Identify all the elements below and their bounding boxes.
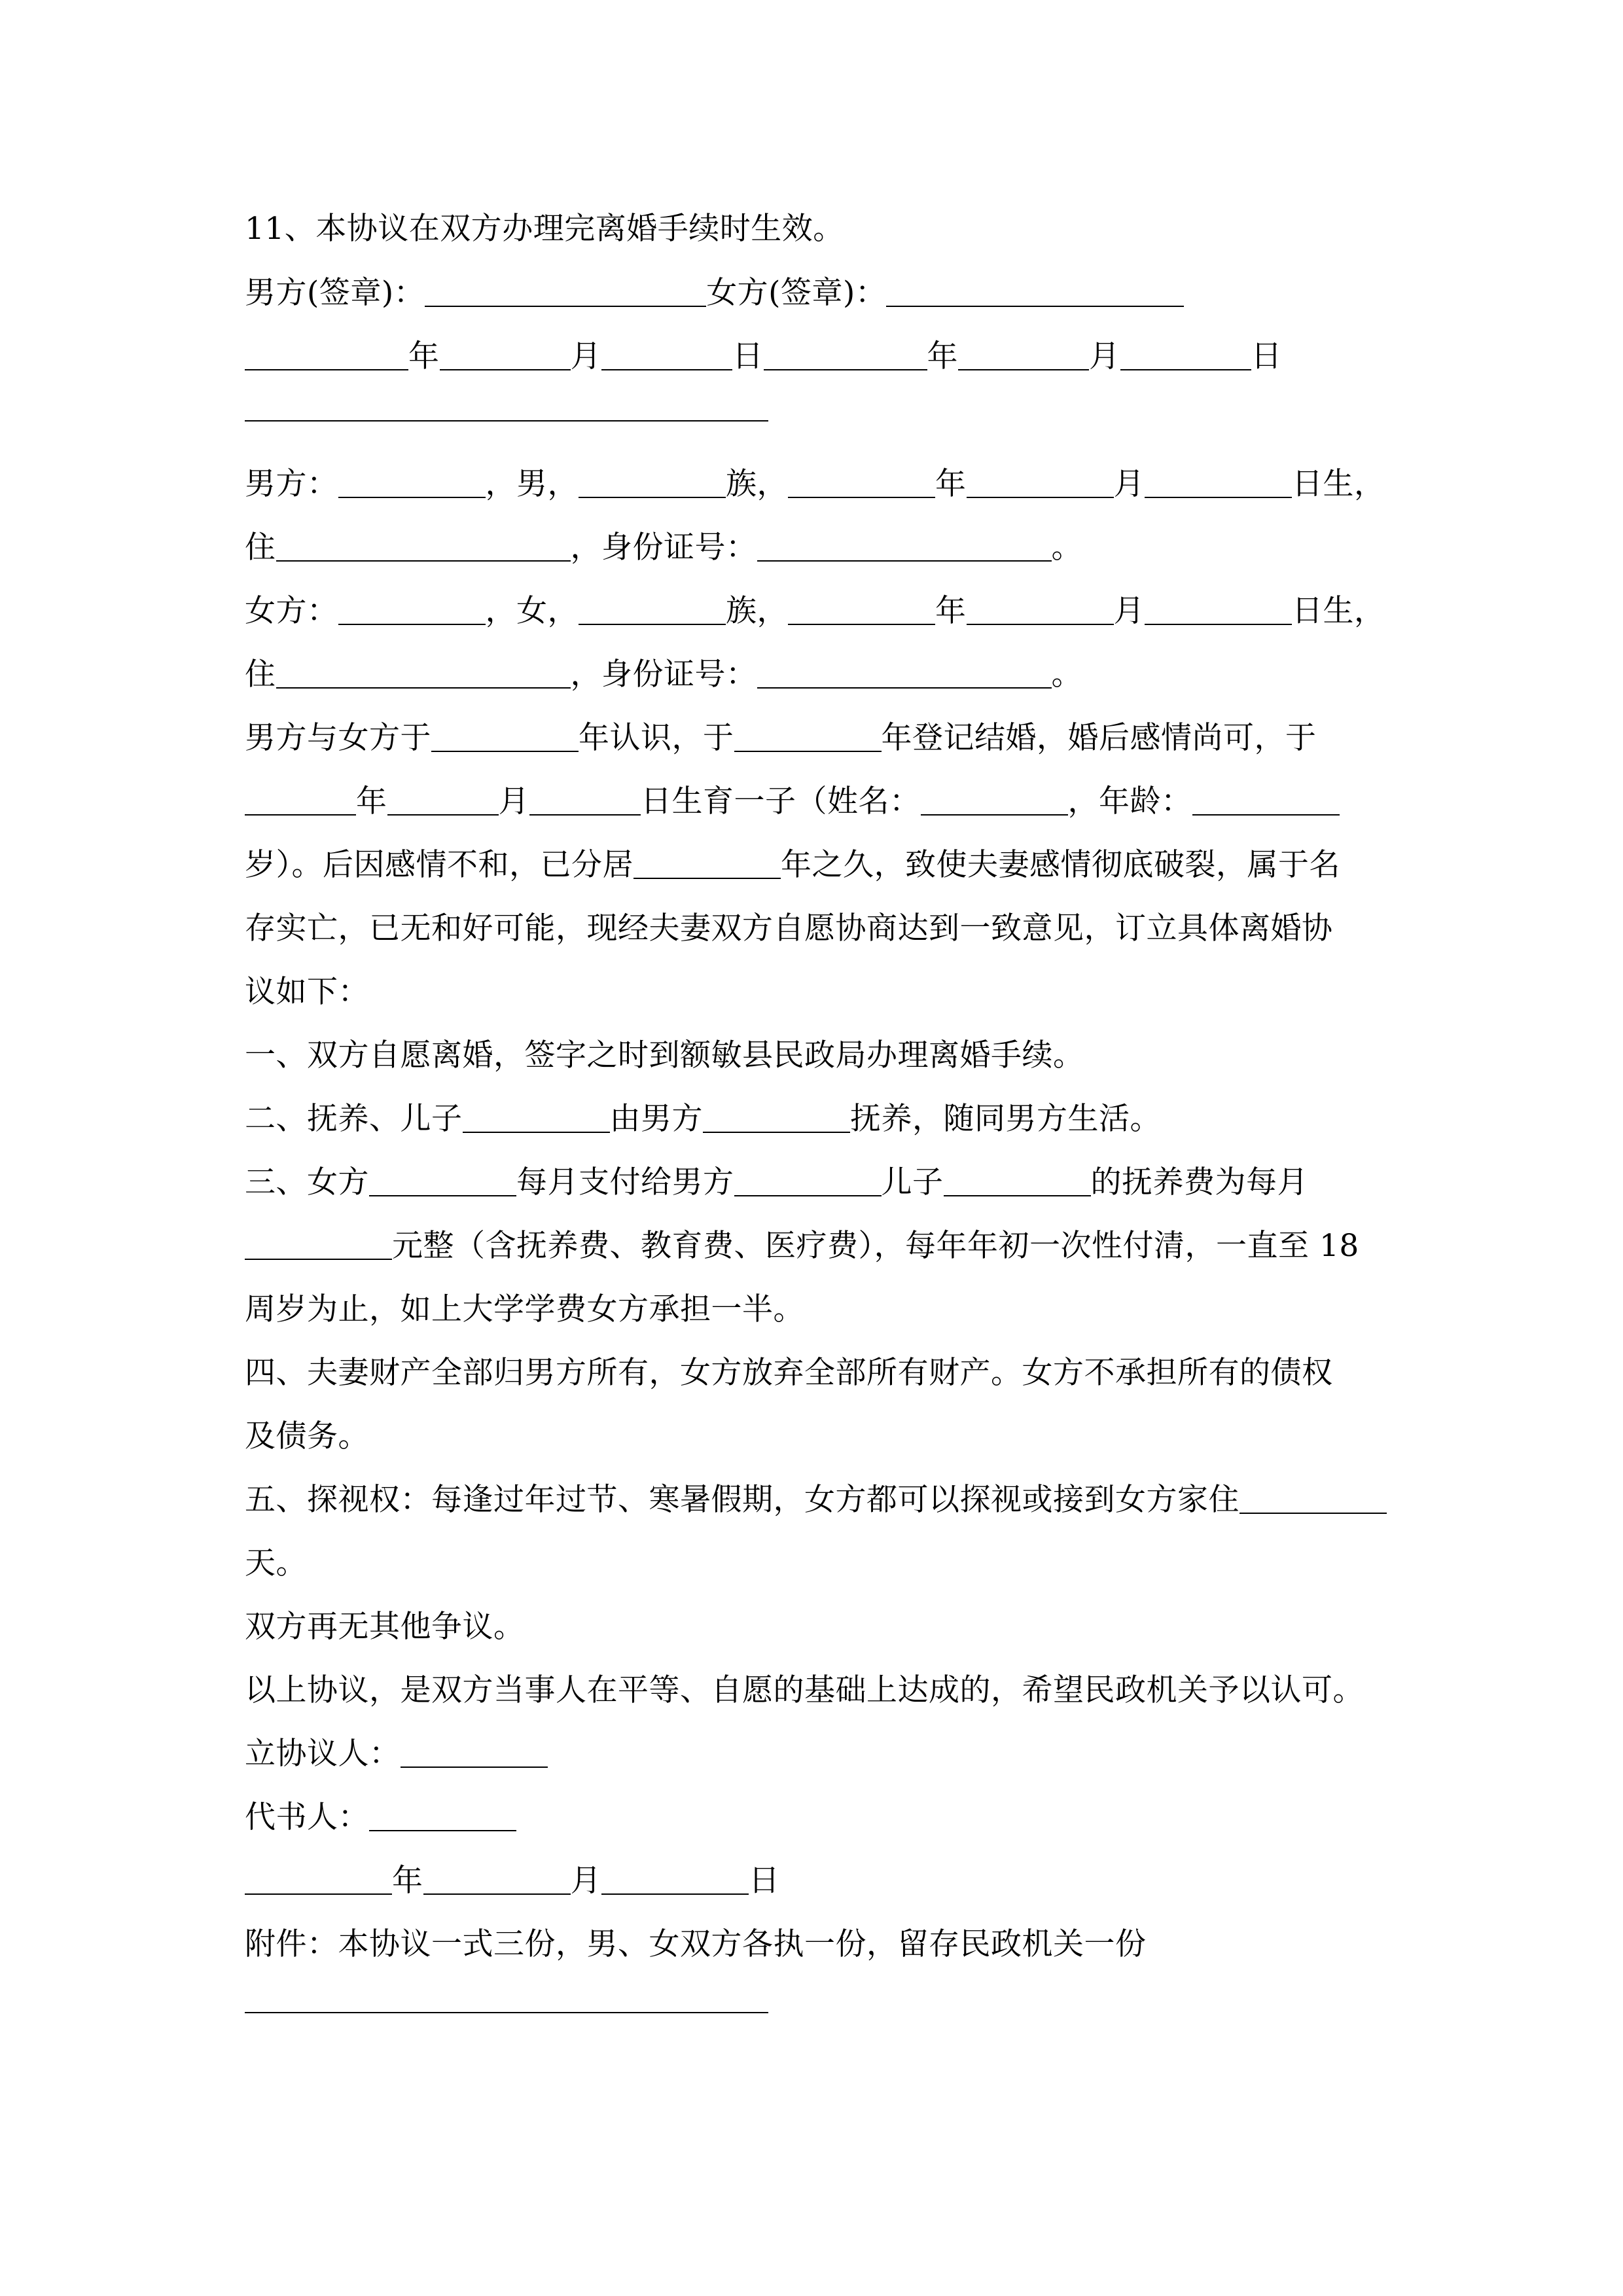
female-address-field[interactable] bbox=[276, 660, 571, 689]
male-address-line bbox=[245, 528, 1082, 567]
marriage-text-c: 年登记结婚，婚后感情尚可，于 bbox=[881, 720, 1317, 756]
visit-days-field[interactable] bbox=[1240, 1485, 1387, 1514]
clause-2 bbox=[245, 1100, 1161, 1139]
male-birth-day-field[interactable] bbox=[1145, 469, 1292, 498]
signature-date-line bbox=[245, 337, 1282, 376]
paragraph-line bbox=[245, 1290, 804, 1329]
final-month-field[interactable] bbox=[423, 1866, 571, 1895]
met-year-field[interactable] bbox=[431, 723, 579, 752]
day-label: 日 bbox=[732, 338, 764, 374]
clause-3 bbox=[245, 1163, 1308, 1202]
male-label: 男方： bbox=[245, 466, 338, 502]
day-label: 日 bbox=[749, 1863, 780, 1899]
clause-2-text-b: 由男方 bbox=[609, 1101, 703, 1137]
month-label: 月 bbox=[570, 338, 601, 374]
clause-3-cont-text: 元整（含抚养费、教育费、医疗费），每年年初一次性付清，一直至 18 bbox=[392, 1228, 1359, 1264]
female-month-field[interactable] bbox=[958, 342, 1089, 370]
marriage-text-b: 年认识，于 bbox=[579, 720, 734, 756]
clause-3-cont bbox=[245, 1227, 1359, 1266]
female-birth-month-field[interactable] bbox=[967, 596, 1114, 625]
male-gender-text: ，男， bbox=[485, 466, 579, 502]
period: 。 bbox=[1051, 529, 1082, 565]
female-day-field[interactable] bbox=[1120, 342, 1251, 370]
separator-line bbox=[245, 420, 768, 422]
clause-1-text: 一、双方自愿离婚，签字之时到额敏县民政局办理离婚手续。 bbox=[245, 1037, 1084, 1073]
final-date-line bbox=[245, 1861, 780, 1901]
year-label: 年 bbox=[408, 338, 440, 374]
clause-5 bbox=[245, 1480, 1387, 1520]
paragraph-text: 周岁为止，如上大学学费女方承担一半。 bbox=[245, 1291, 804, 1327]
male-birth-month-field[interactable] bbox=[967, 469, 1114, 498]
year-label: 年 bbox=[935, 593, 967, 629]
paragraph-line bbox=[245, 909, 1333, 948]
male-ethnic-field[interactable] bbox=[579, 469, 726, 498]
month-label: 月 bbox=[1113, 466, 1145, 502]
paragraph-line bbox=[245, 973, 369, 1012]
period: 。 bbox=[1051, 656, 1082, 692]
clause-4 bbox=[245, 1354, 1333, 1393]
male-info-line bbox=[245, 465, 1385, 504]
parties-field[interactable] bbox=[401, 1739, 548, 1768]
clause-2-text-a: 二、抚养、儿子 bbox=[245, 1101, 463, 1137]
female-signature-label: 女方(签章)： bbox=[706, 275, 887, 311]
child-birth-year-field[interactable] bbox=[245, 787, 356, 816]
male-day-field[interactable] bbox=[601, 342, 732, 370]
address-label: 住 bbox=[245, 529, 276, 565]
final-year-field[interactable] bbox=[245, 1866, 392, 1895]
clause-3-text-b: 每月支付给男方 bbox=[516, 1164, 734, 1200]
marriage-history-line bbox=[245, 719, 1317, 758]
year-label: 年 bbox=[392, 1863, 423, 1899]
clause-4-text: 四、夫妻财产全部归男方所有，女方放弃全部所有财产。女方不承担所有的债权 bbox=[245, 1355, 1333, 1391]
signature-line bbox=[245, 274, 1184, 313]
scribe-line bbox=[245, 1798, 516, 1837]
paragraph-line bbox=[245, 1671, 1364, 1710]
male-birth-year-field[interactable] bbox=[788, 469, 935, 498]
id-label: ，身份证号： bbox=[570, 529, 757, 565]
paragraph-text: 存实亡，已无和好可能，现经夫妻双方自愿协商达到一致意见，订立具体离婚协 bbox=[245, 910, 1333, 946]
child-text-a: 日生育一子（姓名： bbox=[641, 783, 921, 819]
month-label: 月 bbox=[498, 783, 529, 819]
paragraph-line bbox=[245, 1607, 525, 1647]
born-label: 日生， bbox=[1292, 593, 1385, 629]
child-age-label: ，年龄： bbox=[1067, 783, 1192, 819]
female-label: 女方： bbox=[245, 593, 338, 629]
parties-line bbox=[245, 1734, 548, 1774]
payer-field[interactable] bbox=[369, 1168, 516, 1196]
son-name-field[interactable] bbox=[463, 1104, 610, 1133]
female-signature-field[interactable] bbox=[886, 278, 1184, 307]
paragraph-text: 及债务。 bbox=[245, 1418, 369, 1454]
female-birth-day-field[interactable] bbox=[1145, 596, 1292, 625]
paragraph-text: 以上协议，是双方当事人在平等、自愿的基础上达成的，希望民政机关予以认可。 bbox=[245, 1672, 1364, 1708]
separation-text-b: 年之久，致使夫妻感情彻底破裂，属于名 bbox=[781, 847, 1340, 883]
address-label: 住 bbox=[245, 656, 276, 692]
female-info-line bbox=[245, 592, 1385, 631]
scribe-label: 代书人： bbox=[245, 1799, 369, 1835]
custodian-field[interactable] bbox=[703, 1104, 850, 1133]
separator-line bbox=[245, 2012, 768, 2013]
month-label: 月 bbox=[1113, 593, 1145, 629]
male-address-field[interactable] bbox=[276, 533, 571, 562]
female-name-field[interactable] bbox=[338, 596, 486, 625]
scribe-field[interactable] bbox=[369, 1803, 516, 1831]
clause-3-text-a: 三、女方 bbox=[245, 1164, 369, 1200]
payee-field[interactable] bbox=[734, 1168, 882, 1196]
child-birth-month-field[interactable] bbox=[387, 787, 499, 816]
marriage-text-a: 男方与女方于 bbox=[245, 720, 431, 756]
parties-label: 立协议人： bbox=[245, 1736, 401, 1772]
paragraph-line bbox=[245, 1544, 307, 1583]
female-year-field[interactable] bbox=[764, 342, 927, 370]
male-signature-field[interactable] bbox=[425, 278, 706, 307]
male-month-field[interactable] bbox=[440, 342, 571, 370]
child-name-field[interactable] bbox=[921, 787, 1068, 816]
female-address-line bbox=[245, 655, 1082, 694]
paragraph-text: 双方再无其他争议。 bbox=[245, 1609, 525, 1645]
clause-11-text: 11、本协议在双方办理完离婚手续时生效。 bbox=[245, 211, 844, 247]
born-label: 日生， bbox=[1292, 466, 1385, 502]
year-label: 年 bbox=[927, 338, 958, 374]
child-age-field[interactable] bbox=[1192, 787, 1340, 816]
clause-11 bbox=[245, 209, 844, 249]
paragraph-text: 议如下： bbox=[245, 974, 369, 1010]
id-label: ，身份证号： bbox=[570, 656, 757, 692]
child-birth-day-field[interactable] bbox=[529, 787, 641, 816]
female-id-field[interactable] bbox=[757, 660, 1052, 689]
female-birth-year-field[interactable] bbox=[788, 596, 935, 625]
attachment-text: 附件：本协议一式三份，男、女双方各执一份，留存民政机关一份 bbox=[245, 1926, 1147, 1962]
male-name-field[interactable] bbox=[338, 469, 486, 498]
clause-5-text: 五、探视权：每逢过年过节、寒暑假期，女方都可以探视或接到女方家住 bbox=[245, 1482, 1240, 1518]
paragraph-line bbox=[245, 1417, 369, 1456]
month-label: 月 bbox=[570, 1863, 601, 1899]
married-year-field[interactable] bbox=[734, 723, 882, 752]
male-year-field[interactable] bbox=[245, 342, 408, 370]
child-birth-line bbox=[245, 782, 1340, 821]
final-day-field[interactable] bbox=[601, 1866, 749, 1895]
separation-text-a: 岁）。后因感情不和，已分居 bbox=[245, 847, 633, 883]
year-label: 年 bbox=[935, 466, 967, 502]
male-id-field[interactable] bbox=[757, 533, 1052, 562]
monthly-amount-field[interactable] bbox=[245, 1231, 392, 1260]
female-gender-text: ，女， bbox=[485, 593, 579, 629]
child-field[interactable] bbox=[944, 1168, 1091, 1196]
ethnic-label: 族， bbox=[726, 466, 788, 502]
month-label: 月 bbox=[1089, 338, 1120, 374]
separation-line bbox=[245, 846, 1340, 885]
ethnic-label: 族， bbox=[726, 593, 788, 629]
paragraph-text: 天。 bbox=[245, 1545, 307, 1581]
clause-3-text-c: 儿子 bbox=[881, 1164, 944, 1200]
clause-3-text-d: 的抚养费为每月 bbox=[1090, 1164, 1308, 1200]
male-signature-label: 男方(签章)： bbox=[245, 275, 425, 311]
year-label: 年 bbox=[356, 783, 387, 819]
clause-2-text-c: 抚养，随同男方生活。 bbox=[850, 1101, 1161, 1137]
clause-1 bbox=[245, 1036, 1084, 1075]
day-label: 日 bbox=[1251, 338, 1282, 374]
separation-years-field[interactable] bbox=[633, 850, 781, 879]
female-ethnic-field[interactable] bbox=[579, 596, 726, 625]
attachment-line bbox=[245, 1925, 1147, 1964]
